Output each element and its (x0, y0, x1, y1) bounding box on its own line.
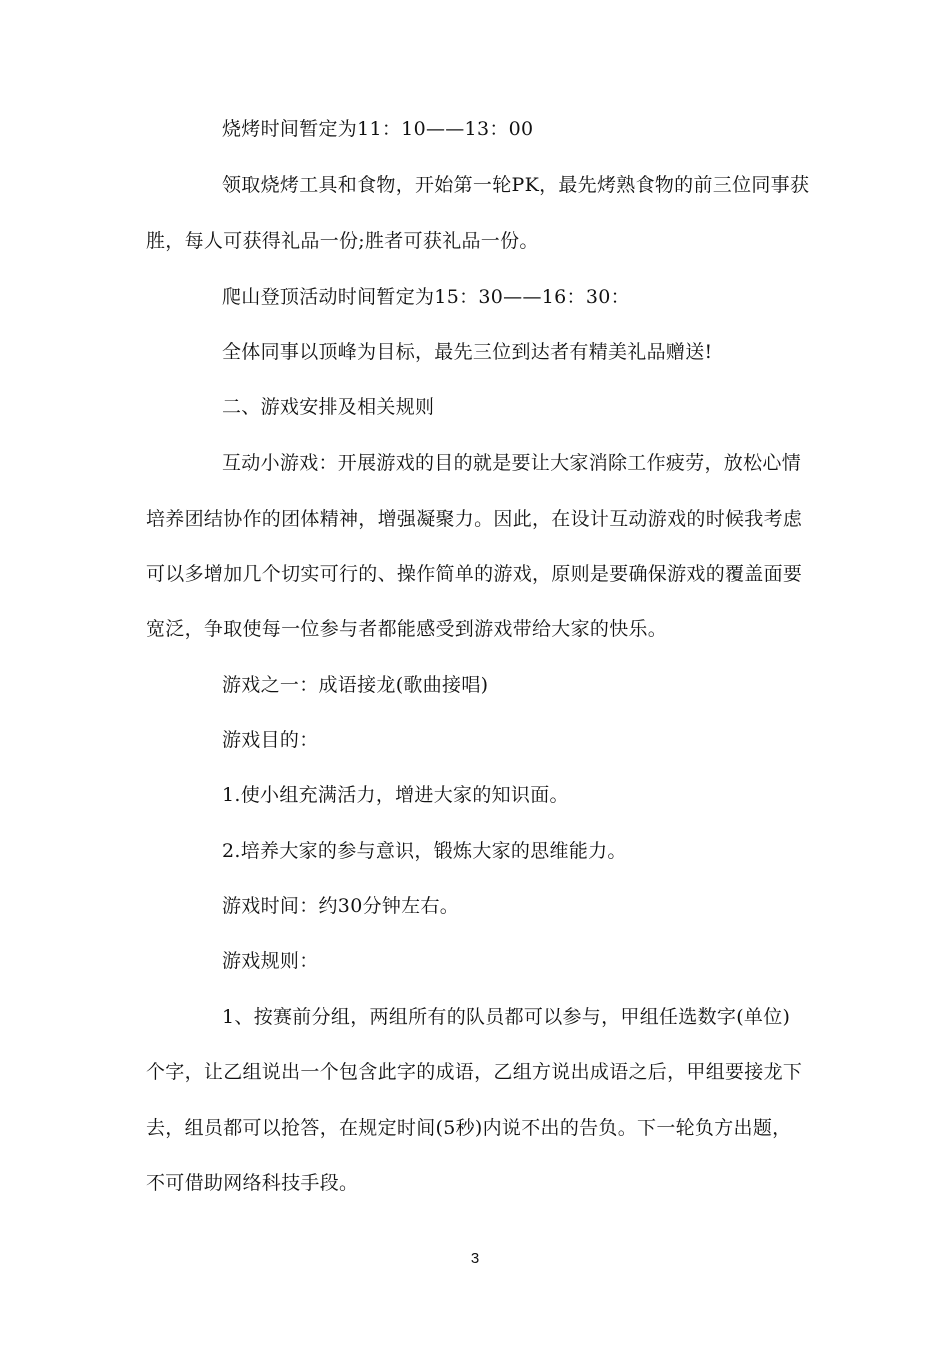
section-heading: 二、游戏安排及相关规则 (222, 396, 435, 418)
game-time-line: 游戏时间：约30分钟左右。 (222, 895, 460, 917)
page-number: 3 (470, 1250, 480, 1267)
game-purpose-item-1: 1.使小组充满活力，增进大家的知识面。 (222, 784, 569, 806)
game-one-title: 游戏之一：成语接龙(歌曲接唱) (222, 674, 489, 696)
game-rule-line-1: 1、按赛前分组，两组所有的队员都可以参与，甲组任选数字(单位) (222, 1006, 791, 1028)
bbq-time-line: 烧烤时间暂定为11：10——13：00 (222, 118, 534, 140)
game-purpose-item-2: 2.培养大家的参与意识，锻炼大家的思维能力。 (222, 840, 627, 862)
game-purpose-label: 游戏目的： (222, 729, 319, 751)
games-intro-line-2: 培养团结协作的团体精神，增强凝聚力。因此，在设计互动游戏的时候我考虑 (146, 508, 803, 530)
game-rule-line-3: 去，组员都可以抢答，在规定时间(5秒)内说不出的告负。下一轮负方出题， (146, 1117, 792, 1139)
game-rules-label: 游戏规则： (222, 950, 319, 972)
games-intro-line-3: 可以多增加几个切实可行的、操作简单的游戏，原则是要确保游戏的覆盖面要 (146, 563, 803, 585)
game-rule-line-4: 不可借助网络科技手段。 (146, 1172, 359, 1194)
climb-goal-line: 全体同事以顶峰为目标，最先三位到达者有精美礼品赠送! (222, 341, 713, 363)
games-intro-line-4: 宽泛，争取使每一位参与者都能感受到游戏带给大家的快乐。 (146, 618, 668, 640)
climb-time-line: 爬山登顶活动时间暂定为15：30——16：30： (222, 286, 630, 308)
bbq-pk-line-1: 领取烧烤工具和食物，开始第一轮PK，最先烤熟食物的前三位同事获 (222, 174, 810, 196)
bbq-pk-line-2: 胜，每人可获得礼品一份;胜者可获礼品一份。 (146, 230, 539, 252)
game-rule-line-2: 个字，让乙组说出一个包含此字的成语，乙组方说出成语之后，甲组要接龙下 (146, 1061, 803, 1083)
games-intro-line-1: 互动小游戏：开展游戏的目的就是要让大家消除工作疲劳，放松心情 (222, 452, 802, 474)
